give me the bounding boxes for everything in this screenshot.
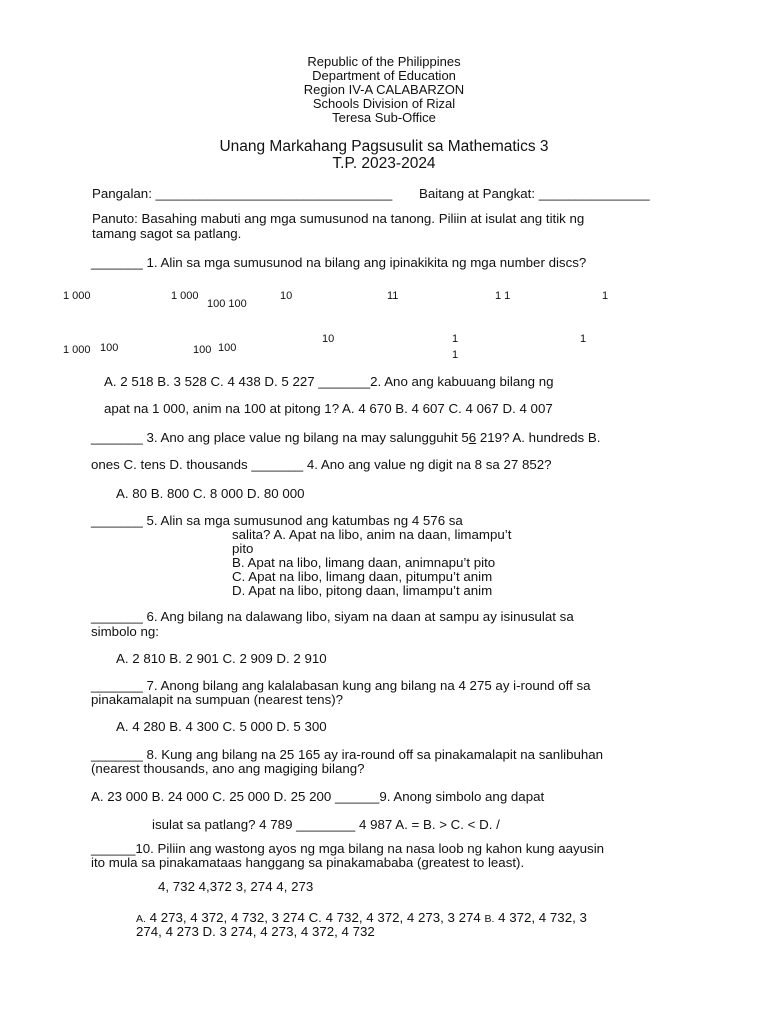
question-10: ______10. Piliin ang wastong ayos ng mga bilang na nasa loob ng kahon kung aayusin xyxy=(91,841,605,856)
question-10-line-2: ito mula sa pinakamataas hanggang sa pinakamababa (greatest to least). xyxy=(91,855,525,870)
number-disc: 10 xyxy=(322,333,335,345)
question-6-choices: A. 2 810 B. 2 901 C. 2 909 D. 2 910 xyxy=(116,651,327,666)
question-6-line-2: simbolo ng: xyxy=(91,624,159,639)
choice-b-text: 4 372, 4 732, 3 xyxy=(494,910,587,925)
number-disc: 100 xyxy=(193,344,212,356)
header-division: Schools Division of Rizal xyxy=(312,96,456,111)
question-8: _______ 8. Kung ang bilang na 25 165 ay ira-round off sa pinakamalapit na sanlibuhan xyxy=(91,747,604,762)
underlined-digit: 6 xyxy=(468,430,477,445)
question-9-continued: isulat sa patlang? 4 789 ________ 4 987 A. = B. > C. < D. / xyxy=(152,817,500,832)
question-5-choice-b: B. Apat na libo, limang daan, animnapu’t pito xyxy=(232,555,496,570)
number-disc: 1 000 xyxy=(171,290,199,302)
question-7: _______ 7. Anong bilang ang kalalabasan kung ang bilang na 4 275 ay i-round off sa xyxy=(91,678,591,693)
question-3-choices-and-question-4: ones C. tens D. thousands _______ 4. Ano ang value ng digit na 8 sa 27 852? xyxy=(91,457,552,472)
header-suboffice: Teresa Sub-Office xyxy=(332,110,436,125)
instructions-line-2: tamang sagot sa patlang. xyxy=(92,226,242,241)
number-disc: 1 xyxy=(452,333,459,345)
question-7-choices: A. 4 280 B. 4 300 C. 5 000 D. 5 300 xyxy=(116,719,327,734)
number-disc: 1 000 xyxy=(63,344,91,356)
header-republic: Republic of the Philippines xyxy=(307,54,461,69)
choice-a-and-c-text: 4 273, 4 372, 4 732, 3 274 C. 4 732, 4 372, 4 273, 3 274 xyxy=(145,910,485,925)
question-5-choice-d: D. Apat na libo, pitong daan, limampu’t anim xyxy=(232,583,493,598)
number-disc: 1 xyxy=(580,333,587,345)
question-5: _______ 5. Alin sa mga sumusunod ang katumbas ng 4 576 sa xyxy=(91,513,463,528)
number-disc: 100 100 xyxy=(207,298,247,310)
question-5-choice-c: C. Apat na libo, limang daan, pitumpu’t anim xyxy=(232,569,493,584)
question-5-line-2: salita? A. Apat na libo, anim na daan, limampu’t xyxy=(232,527,512,542)
number-disc: 100 xyxy=(100,342,119,354)
question-8-line-2: (nearest thousands, ano ang magiging bilang? xyxy=(91,761,365,776)
grade-section-field-label: Baitang at Pangkat: _______________ xyxy=(419,186,650,201)
question-8-choices-and-question-9: A. 23 000 B. 24 000 C. 25 000 D. 25 200 ______9. Anong simbolo ang dapat xyxy=(91,789,545,804)
header-region: Region IV-A CALABARZON xyxy=(303,82,465,97)
question-7-line-2: pinakamalapit na sumpuan (nearest tens)? xyxy=(91,692,344,707)
choice-b-letter: B. xyxy=(484,913,495,925)
question-10-number-box: 4, 732 4,372 3, 274 4, 273 xyxy=(158,879,314,894)
choice-a-letter: A. xyxy=(136,913,146,925)
exam-title: Unang Markahang Pagsusulit sa Mathematics 3 xyxy=(219,138,549,155)
number-disc: 1 xyxy=(602,290,609,302)
number-disc: 1 1 xyxy=(495,290,511,302)
question-6: _______ 6. Ang bilang na dalawang libo, siyam na daan at sampu ay isinusulat sa xyxy=(91,609,574,624)
number-disc: 100 xyxy=(218,342,237,354)
instructions-line-1: Panuto: Basahing mabuti ang mga sumusunod na tanong. Piliin at isulat ang titik ng xyxy=(92,211,585,226)
question-1: _______ 1. Alin sa mga sumusunod na bilang ang ipinakikita ng mga number discs? xyxy=(91,255,587,270)
question-3-text: _______ 3. Ano ang place value ng bilang na may salungguhit 5 xyxy=(91,430,469,445)
question-5-line-3: pito xyxy=(232,541,254,556)
header-department: Department of Education xyxy=(312,68,456,83)
number-disc: 1 000 xyxy=(63,290,91,302)
number-disc: 10 xyxy=(280,290,293,302)
number-disc: 1 xyxy=(452,349,459,361)
question-2-continued: apat na 1 000, anim na 100 at pitong 1? A. 4 670 B. 4 607 C. 4 067 D. 4 007 xyxy=(104,401,553,416)
question-3 xyxy=(91,430,600,445)
name-field-label: Pangalan: ________________________________ xyxy=(92,186,393,201)
number-disc: 11 xyxy=(387,290,399,302)
question-3-text-end: 219? A. hundreds B. xyxy=(476,430,601,445)
question-4-choices: A. 80 B. 800 C. 8 000 D. 80 000 xyxy=(116,486,305,501)
question-10-choices-continued: 274, 4 273 D. 3 274, 4 273, 4 372, 4 732 xyxy=(136,924,375,939)
question-1-choices-and-question-2: A. 2 518 B. 3 528 C. 4 438 D. 5 227 _______2. Ano ang kabuuang bilang ng xyxy=(104,374,554,389)
school-year: T.P. 2023-2024 xyxy=(332,155,436,172)
